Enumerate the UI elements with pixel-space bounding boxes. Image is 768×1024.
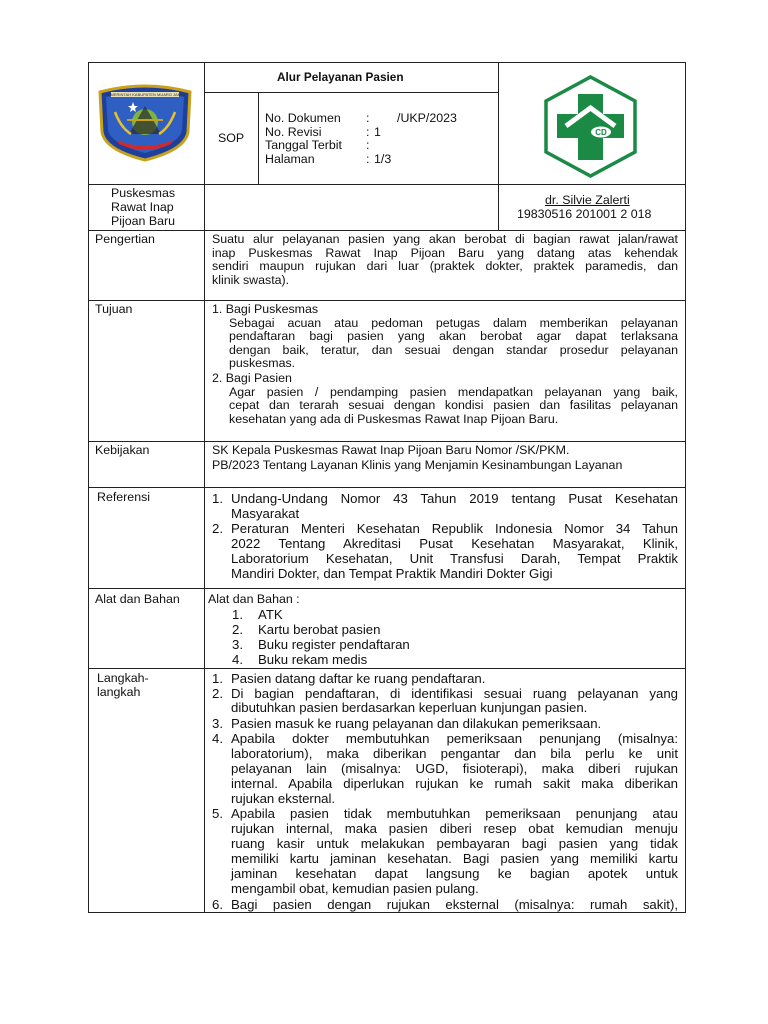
list-item-line: laboratorium), maka diberikan pengantar dan bila perlu ke unit: [231, 746, 678, 761]
pengertian-label: Pengertian: [95, 232, 155, 246]
paragraph-line: cepat dan terarah sesuai dengan kondisi pasien dan fasilitas pelayanan: [229, 398, 678, 412]
row-divider-kebijakan: [88, 487, 686, 488]
list-number: 5.: [212, 806, 223, 821]
doc-number-value: /UKP/2023: [397, 111, 457, 125]
list-item-line: Laboratorium Kesehatan, Unit Transfusi Darah, Tempat Praktik: [231, 551, 678, 566]
issue-date-colon: :: [366, 138, 370, 152]
table-border-bottom: [88, 912, 686, 913]
label-col-divider: [204, 230, 205, 913]
doc-number-label: No. Dokumen: [265, 111, 341, 125]
list-number: 4.: [232, 652, 243, 667]
langkah-label-line: Langkah-: [97, 671, 149, 685]
list-number: 3.: [212, 716, 223, 731]
paragraph-line: puskesmas.: [229, 356, 296, 370]
list-item-line: Masyarakat: [231, 506, 300, 521]
row-divider-tujuan: [88, 441, 686, 442]
list-item-line: Mandiri Dokter, dan Tempat Praktik Mandiri Dokter Gigi: [231, 566, 553, 581]
tujuan-heading: 1. Bagi Puskesmas: [212, 302, 319, 316]
paragraph-line: pendaftaran bagi pasien yang akan berobat agar dapat terlaksana: [229, 329, 678, 343]
list-item-line: dibutuhkan pasien berdasarkan keperluan kunjungan pasien.: [231, 700, 588, 715]
paragraph-line: SK Kepala Puskesmas Rawat Inap Pijoan Baru Nomor /SK/PKM.: [212, 443, 570, 457]
title-divider: [204, 92, 498, 93]
paragraph-line: dengan baik, teratur, dan sesuai dengan standar prosedur pelayanan: [229, 342, 678, 357]
list-number: 1.: [232, 607, 243, 622]
issue-date-label: Tanggal Terbit: [265, 138, 342, 152]
row-divider-pengertian: [88, 300, 686, 301]
row-divider-referensi: [88, 588, 686, 589]
sop-col-divider: [258, 92, 259, 185]
langkah-label-line: langkah: [97, 685, 141, 699]
row-divider-signature: [88, 230, 686, 231]
page-value: 1/3: [374, 151, 392, 166]
list-item-line: 2022 Tentang Akreditasi Pusat Kesehatan Masyarakat, Klinik,: [231, 536, 678, 551]
paragraph-line: sendiri maupun rujukan dari luar (praktek dokter, praktek paramedis, dan: [212, 259, 678, 273]
list-item-line: Peraturan Menteri Kesehatan Republik Indonesia Nomor 34 Tahun: [231, 521, 678, 536]
revision-value: 1: [374, 124, 381, 139]
referensi-label: Referensi: [97, 490, 151, 504]
list-item-line: Di bagian pendaftaran, di identifikasi sesuai ruang pelayanan yang: [231, 686, 678, 701]
list-item-line: mengambil obat, kemudian pasien pulang.: [231, 881, 479, 896]
revision-colon: :: [366, 124, 370, 139]
tujuan-label: Tujuan: [95, 302, 133, 316]
table-border-top: [88, 62, 686, 63]
institution-line: Rawat Inap: [111, 200, 174, 214]
list-item-line: memiliki kartu jaminan kesehatan. Bagi pasien yang memiliki kartu: [231, 851, 678, 866]
sop-label: SOP: [218, 131, 245, 145]
list-item-line: Undang-Undang Nomor 43 Tahun 2019 tentang Pusat Kesehatan: [231, 491, 678, 506]
list-item: Buku rekam medis: [258, 652, 368, 667]
paragraph-line: Suatu alur pelayanan pasien yang akan berobat di bagian rawat jalan/rawat: [212, 232, 678, 246]
page-label: Halaman: [265, 151, 315, 166]
list-item-line: jaminan kesehatan dapat langsung ke bagian apotek untuk: [231, 866, 678, 881]
list-item: ATK: [258, 607, 283, 622]
list-number: 4.: [212, 731, 223, 746]
list-item-line: Pasien masuk ke ruang pelayanan dan dilakukan pemeriksaan.: [231, 716, 602, 731]
list-number: 2.: [212, 686, 223, 701]
list-item-line: internal. Apabila diperlukan rujukan ke rumah sakit maka diberikan: [231, 776, 678, 791]
paragraph-line: kesehatan yang ada di Puskesmas Rawat Inap Pijoan Baru.: [229, 411, 559, 426]
doc-number-colon: :: [366, 111, 370, 125]
kebijakan-label: Kebijakan: [95, 443, 150, 457]
list-number: 3.: [232, 637, 243, 652]
list-item-line: Pasien datang daftar ke ruang pendaftaran.: [231, 671, 486, 686]
paragraph-line: klinik swasta).: [212, 272, 290, 287]
list-item-line: ruang kasir untuk melakukan pembayaran bagi pasien yang tidak: [231, 836, 678, 851]
alat-intro: Alat dan Bahan :: [208, 592, 300, 606]
list-item-line: Apabila dokter membutuhkan pemeriksaan penunjang (misalnya:: [231, 731, 678, 746]
svg-text:CD: CD: [595, 128, 607, 137]
paragraph-line: inap Puskesmas Rawat Inap Pijoan Baru yang datang atas kehendak: [212, 245, 678, 260]
svg-text:PEMERINTAH KABUPATEN MUARO JAM: PEMERINTAH KABUPATEN MUARO JAMBI: [105, 92, 185, 97]
header-col-divider-right: [498, 62, 499, 231]
list-number: 1.: [212, 491, 223, 506]
regional-emblem-logo: [97, 82, 193, 162]
paragraph-line: Sebagai acuan atau pedoman petugas dalam memberikan pelayanan: [229, 315, 678, 330]
list-item-line: rujukan eksternal.: [231, 791, 336, 806]
revision-label: No. Revisi: [265, 124, 322, 139]
list-item-line: Bagi pasien dengan rujukan eksternal (misalnya: rumah sakit),: [231, 897, 678, 912]
list-number: 6.: [212, 897, 223, 912]
list-number: 2.: [232, 622, 243, 637]
signatory-nip: 19830516 201001 2 018: [517, 207, 652, 221]
tujuan-heading: 2. Bagi Pasien: [212, 371, 292, 385]
header-col-divider-left: [204, 62, 205, 231]
institution-line: Pijoan Baru: [111, 214, 176, 228]
list-item-line: Apabila pasien tidak membutuhkan pemeriksaan penunjang atau: [231, 806, 678, 821]
institution-line: Puskesmas: [111, 186, 176, 200]
puskesmas-logo: [543, 74, 638, 179]
header-divider: [88, 184, 686, 185]
list-number: 1.: [212, 671, 223, 686]
row-divider-alat: [88, 668, 686, 669]
page-colon: :: [366, 151, 370, 166]
paragraph-line: Agar pasien / pendamping pasien mendapatkan pelayanan yang baik,: [229, 384, 678, 399]
list-item-line: pelayanan lain (misalnya: UGD, fisioterapi), maka diberi rujukan: [231, 761, 678, 776]
list-item-line: rujukan internal, maka pasien diberi resep obat kemudian menuju: [231, 821, 678, 836]
document-title: Alur Pelayanan Pasien: [277, 70, 404, 84]
signatory-name: dr. Silvie Zalerti: [545, 193, 630, 207]
paragraph-line: PB/2023 Tentang Layanan Klinis yang Menjamin Kesinambungan Layanan: [212, 457, 623, 472]
list-number: 2.: [212, 521, 223, 536]
alat-label: Alat dan Bahan: [95, 592, 180, 606]
list-item: Kartu berobat pasien: [258, 622, 381, 637]
list-item: Buku register pendaftaran: [258, 637, 410, 652]
